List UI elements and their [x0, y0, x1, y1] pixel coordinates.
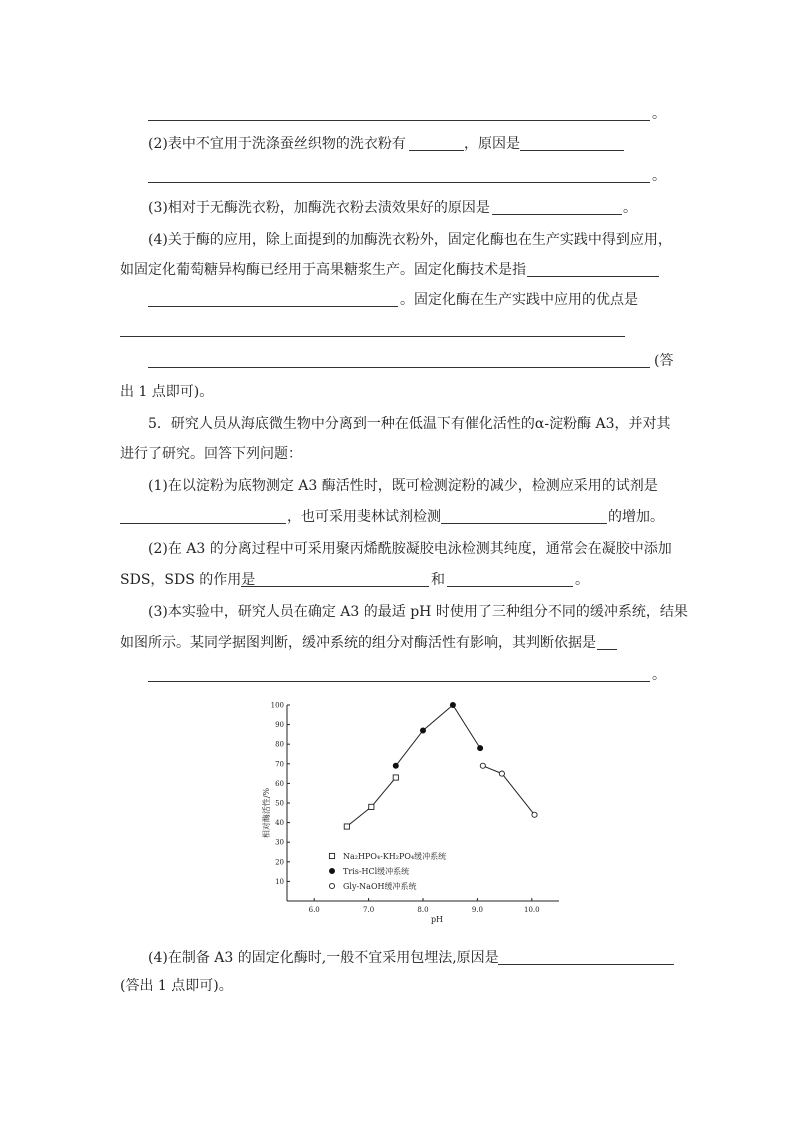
blank[interactable] — [441, 509, 607, 524]
data-point — [450, 702, 455, 707]
data-point — [369, 804, 374, 809]
blank[interactable] — [148, 667, 650, 682]
y-tick-label: 60 — [275, 779, 284, 788]
question-text: 进行了研究。回答下列问题： — [120, 446, 302, 462]
x-axis-label: pH — [430, 915, 444, 924]
question-3 — [0, 198, 794, 218]
problem-5-q3-line-2 — [0, 633, 794, 653]
question-4-line-3 — [0, 290, 794, 310]
blank[interactable] — [148, 353, 650, 368]
blank[interactable] — [120, 509, 286, 524]
x-tick-label: 7.0 — [363, 906, 375, 914]
question-text: ，也可采用斐林试剂检测 — [287, 509, 441, 525]
data-point — [478, 746, 483, 751]
question-text: (答 — [654, 353, 674, 369]
y-tick-label: 70 — [275, 760, 284, 769]
data-point — [393, 775, 398, 780]
blank[interactable] — [527, 262, 659, 277]
data-point — [329, 868, 334, 873]
problem-5-q2-line-2 — [0, 570, 794, 590]
data-point — [480, 763, 485, 768]
x-tick-label: 9.0 — [471, 906, 483, 914]
data-point — [393, 763, 398, 768]
blank[interactable] — [120, 322, 625, 337]
question-text: (4)在制备 A3 的固定化酶时,一般不宜采用包埋法,原因是 — [148, 950, 499, 966]
problem-5-q4 — [0, 948, 794, 968]
series-line — [396, 705, 480, 766]
blank[interactable] — [409, 136, 464, 151]
question-text: 的增加。 — [608, 509, 664, 525]
legend-entry: Gly-NaOH缓冲系统 — [343, 882, 417, 891]
y-tick-label: 30 — [275, 838, 284, 847]
question-text: 如图所示。某同学据图判断，缓冲系统的组分对酶活性有影响，其判断依据是 — [120, 635, 596, 651]
data-point — [329, 883, 334, 888]
question-text: 出 1 点即可)。 — [120, 384, 214, 400]
y-axis-label: 相对酶活性/% — [262, 787, 271, 839]
question-text: 如固定化葡萄糖异构酶已经用于高果糖浆生产。固定化酶技术是指 — [120, 262, 526, 278]
chart-legend — [329, 851, 446, 891]
question-4-end — [0, 382, 794, 402]
question-text: (答出 1 点即可)。 — [120, 978, 233, 994]
series-line — [347, 778, 396, 827]
question-2 — [0, 134, 794, 154]
problem-5-q1 — [0, 476, 794, 496]
question-text: ，原因是 — [464, 136, 520, 152]
question-text: (2)在 A3 的分离过程中可采用聚丙烯酰胺凝胶电泳检测其纯度，通常会在凝胶中添加 — [148, 541, 672, 557]
question-4-line-2 — [0, 260, 794, 280]
data-point — [532, 812, 537, 817]
period: 。 — [623, 200, 637, 216]
problem-5-q4-line-2 — [0, 976, 794, 996]
period: 。 — [575, 572, 589, 588]
blank[interactable] — [241, 572, 429, 587]
problem-5-line-1 — [0, 414, 794, 434]
answer-line-4 — [0, 320, 794, 340]
series-line — [483, 766, 535, 815]
y-tick-label: 40 — [275, 819, 284, 828]
y-tick-label: 20 — [275, 858, 284, 867]
ph-activity-chart — [258, 695, 568, 930]
period: 。 — [652, 106, 666, 122]
blank[interactable] — [148, 292, 398, 307]
y-tick-label: 90 — [275, 721, 284, 730]
question-text: 5．研究人员从海底微生物中分离到一种在低温下有催化活性的α-淀粉酶 A3，并对其 — [148, 416, 671, 432]
blank[interactable] — [447, 572, 573, 587]
answer-line-2 — [0, 166, 794, 186]
blank[interactable] — [498, 950, 674, 965]
answer-line-5 — [0, 351, 794, 371]
answer-line-6 — [0, 665, 794, 685]
answer-line-1 — [0, 104, 794, 124]
problem-5-line-2 — [0, 444, 794, 464]
legend-entry: Na₂HPO₄-KH₂PO₄缓冲系统 — [343, 852, 447, 861]
question-text: 。固定化酶在生产实践中应用的优点是 — [400, 292, 638, 308]
y-tick-label: 100 — [270, 701, 284, 710]
y-tick-label: 50 — [275, 799, 284, 808]
blank[interactable] — [148, 106, 650, 121]
data-point — [499, 771, 504, 776]
y-tick-label: 80 — [275, 740, 284, 749]
question-text: (3)本实验中，研究人员在确定 A3 的最适 pH 时使用了三种组分不同的缓冲系统，结果 — [148, 604, 688, 620]
question-4-line-1 — [0, 230, 794, 250]
series-layer — [344, 702, 537, 829]
x-tick-label: 6.0 — [308, 906, 320, 914]
problem-5-q2 — [0, 539, 794, 559]
legend-entry: Tris-HCl缓冲系统 — [343, 867, 410, 876]
data-point — [329, 853, 334, 858]
question-text: SDS，SDS 的作用是 — [120, 572, 256, 588]
question-text: (4)关于酶的应用，除上面提到的加酶洗衣粉外，固定化酶也在生产实践中得到应用， — [148, 232, 672, 248]
blank[interactable] — [492, 200, 622, 215]
problem-5-q3 — [0, 602, 794, 622]
question-text: 和 — [431, 572, 445, 588]
blank[interactable] — [148, 168, 650, 183]
blank[interactable] — [520, 136, 624, 151]
data-point — [420, 728, 425, 733]
data-point — [344, 824, 349, 829]
blank[interactable] — [597, 635, 617, 650]
period: 。 — [652, 667, 666, 683]
y-tick-label: 10 — [275, 877, 284, 886]
question-text: (3)相对于无酶洗衣粉，加酶洗衣粉去渍效果好的原因是 — [148, 200, 490, 216]
x-tick-label: 10.0 — [524, 906, 540, 914]
period: 。 — [652, 168, 666, 184]
problem-5-q1-line-2 — [0, 507, 794, 527]
x-tick-label: 8.0 — [417, 906, 429, 914]
question-text: (2)表中不宜用于洗涤蚕丝织物的洗衣粉有 — [148, 136, 406, 152]
question-text: (1)在以淀粉为底物测定 A3 酶活性时，既可检测淀粉的减少，检测应采用的试剂是 — [148, 478, 658, 494]
